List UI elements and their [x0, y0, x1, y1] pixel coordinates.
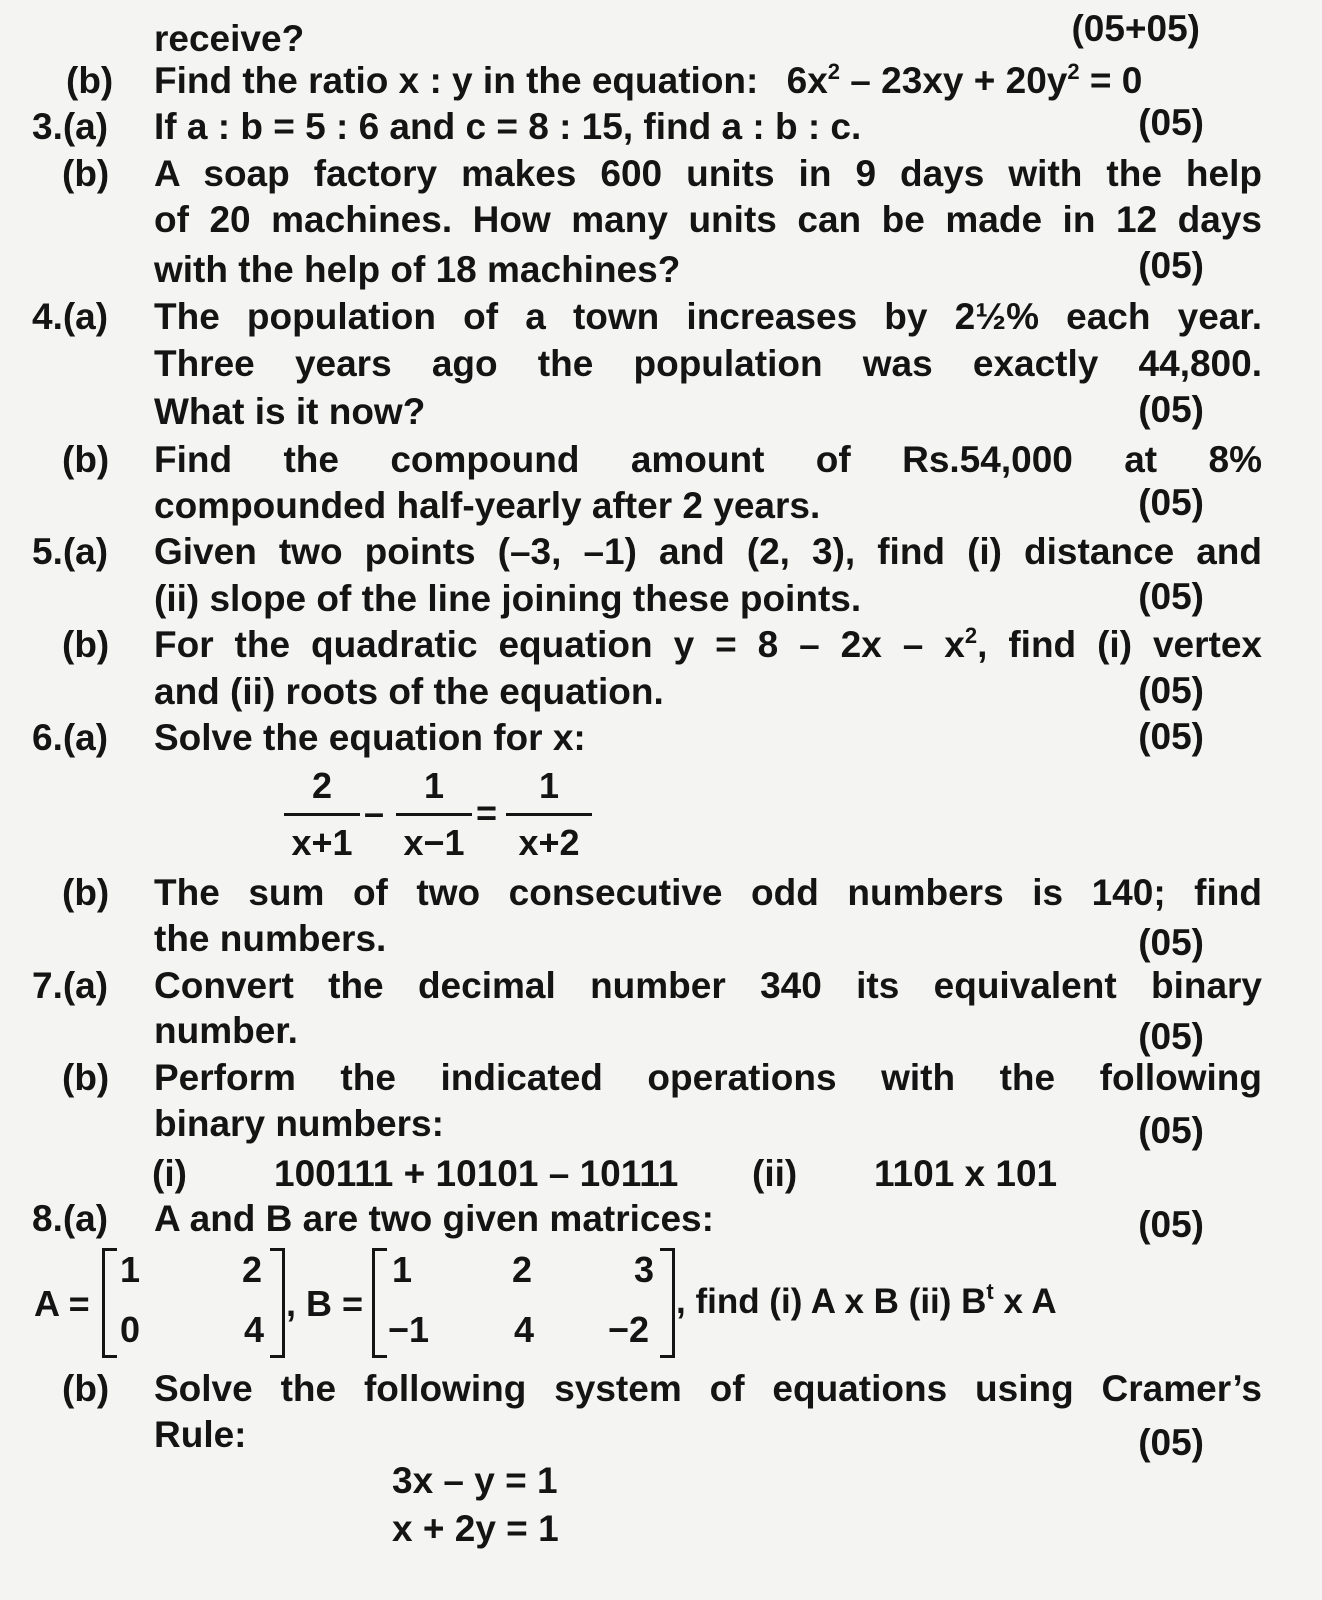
q3b-text-2: of 20 machines. How many units can be made in 12 days: [154, 199, 1262, 240]
system-eq-1: 3x – y = 1: [392, 1460, 558, 1501]
matrix-a-cell: 2: [242, 1249, 263, 1290]
q8a-label: 8.(a): [32, 1198, 109, 1239]
q4a-label: 4.(a): [32, 296, 109, 337]
matrix-a-left-bracket: [102, 1248, 117, 1358]
q5a-label: 5.(a): [32, 531, 109, 572]
q6b-text-2: the numbers.: [154, 918, 387, 959]
q8b-label: (b): [62, 1368, 110, 1409]
q7b-text-2: binary numbers:: [154, 1103, 444, 1144]
q8b-marks: (05): [1138, 1422, 1204, 1463]
q7a-text-2: number.: [154, 1010, 298, 1051]
binary-op-ii-expr: 1101 x 101: [874, 1153, 1058, 1194]
q6a-text: Solve the equation for x:: [154, 717, 586, 758]
matrix-a-cell: 4: [244, 1309, 265, 1350]
q2a-marks: (05+05): [1071, 8, 1200, 49]
q7b-text-1: Perform the indicated operations with the following: [154, 1057, 1262, 1098]
q4a-marks: (05): [1138, 389, 1204, 430]
q4a-text-2: Three years ago the population was exactly 44,800.: [154, 343, 1262, 384]
q2a-continued: receive?: [154, 18, 305, 59]
q5b-text-1: For the quadratic equation $y = 8 - 2x - x^2$, find (i) vertex: [154, 623, 1262, 665]
q3a-label: 3.(a): [32, 106, 109, 147]
q3a-marks: (05): [1138, 102, 1204, 143]
q3a-text: If a : b = 5 : 6 and c = 8 : 15, find a : b : c.: [154, 106, 862, 147]
binary-op-ii-label: (ii): [752, 1153, 798, 1194]
q5a-text-1: Given two points (–3, –1) and (2, 3), find (i) distance and: [154, 531, 1262, 572]
q2b-label: (b): [66, 60, 114, 101]
q4a-text-1: The population of a town increases by 2½% each year.: [154, 296, 1262, 337]
matrix-b-label: , B =: [286, 1283, 364, 1324]
q6b-label: (b): [62, 872, 110, 913]
q2b-text: Find the ratio x : y in the equation: $6x^2 - 23xy + 20y^2 = 0$: [154, 59, 1143, 101]
q7a-label: 7.(a): [32, 965, 109, 1006]
matrix-b-right-bracket: [660, 1248, 675, 1358]
q8a-marks: (05): [1138, 1204, 1204, 1245]
q3b-text-1: A soap factory makes 600 units in 9 days with the help: [154, 153, 1262, 194]
q5a-text-2: (ii) slope of the line joining these points.: [154, 578, 862, 619]
system-eq-2: x + 2y = 1: [392, 1508, 559, 1549]
matrix-b-cell: 2: [512, 1249, 533, 1290]
q7b-marks: (05): [1138, 1110, 1204, 1151]
q3b-label: (b): [62, 153, 110, 194]
matrix-a-label: A =: [34, 1283, 90, 1324]
q5b-text-2: and (ii) roots of the equation.: [154, 671, 664, 712]
fraction-equals: =: [476, 792, 498, 833]
matrix-b-cell: −1: [388, 1309, 430, 1350]
q7a-marks: (05): [1138, 1016, 1204, 1057]
fraction-1: 2 x+1: [284, 765, 360, 864]
q4b-text-2: compounded half-yearly after 2 years.: [154, 485, 821, 526]
matrix-b-cell: −2: [608, 1309, 650, 1350]
q6b-marks: (05): [1138, 922, 1204, 963]
fraction-2: 1 x−1: [396, 765, 472, 864]
matrix-a-cell: 1: [120, 1249, 141, 1290]
binary-op-i-expr: 100111 + 10101 – 10111: [274, 1153, 679, 1194]
matrix-find-text: , find (i) A x B (ii) $B^t$ x A: [676, 1279, 1057, 1321]
q4b-text-1: Find the compound amount of Rs.54,000 at 8%: [154, 439, 1262, 480]
q8a-text: A and B are two given matrices:: [154, 1198, 714, 1239]
binary-op-i-label: (i): [152, 1153, 187, 1194]
q3b-marks: (05): [1138, 245, 1204, 286]
q5b-marks: (05): [1138, 670, 1204, 711]
matrix-b-left-bracket: [372, 1248, 387, 1358]
matrix-a-cell: 0: [120, 1309, 141, 1350]
q6a-label: 6.(a): [32, 717, 109, 758]
q4b-marks: (05): [1138, 482, 1204, 523]
q2b-equation: $6x^2 - 23xy + 20y^2 = 0$: [786, 59, 1143, 101]
q4a-text-3: What is it now?: [154, 391, 426, 432]
fraction-minus: –: [364, 792, 385, 833]
q4b-label: (b): [62, 439, 110, 480]
fraction-3: 1 x+2: [506, 765, 592, 864]
matrix-b-cell: 1: [392, 1249, 413, 1290]
matrix-b-cell: 3: [634, 1249, 655, 1290]
q5b-label: (b): [62, 624, 110, 665]
q6b-text-1: The sum of two consecutive odd numbers is 140; find: [154, 872, 1262, 913]
q6a-marks: (05): [1138, 716, 1204, 757]
q5a-marks: (05): [1138, 576, 1204, 617]
matrix-b-cell: 4: [514, 1309, 535, 1350]
q8b-text-2: Rule:: [154, 1414, 247, 1455]
q8b-text-1: Solve the following system of equations using Cramer’s: [154, 1368, 1262, 1409]
q7b-label: (b): [62, 1057, 110, 1098]
matrix-a-right-bracket: [270, 1248, 285, 1358]
q7a-text-1: Convert the decimal number 340 its equivalent binary: [154, 965, 1262, 1006]
q3b-text-3: with the help of 18 machines?: [154, 249, 681, 290]
